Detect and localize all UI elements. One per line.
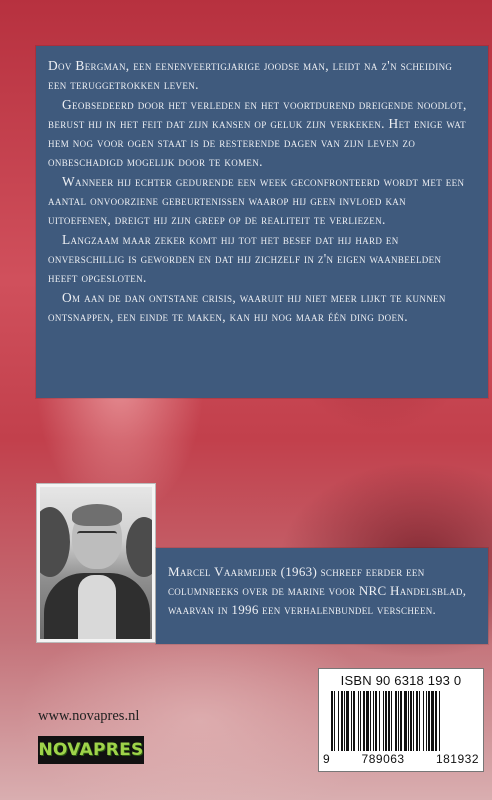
author-portrait-image [40,487,152,639]
publisher-logo-text: NOVAPRES [38,740,144,760]
isbn-label: ISBN 90 6318 193 0 [340,673,462,688]
author-bio: Marcel Vaarmeijer (1963) schreef eerder een columnreeks over de marine voor NRC Handelsblad, waarvan in 1996 een verhalenbundel verscheen. [168,564,467,617]
publisher-website: www.novapres.nl [38,708,140,724]
synopsis-paragraph-4: Langzaam maar zeker komt hij tot het besef dat hij hard en onverschillig is geworden en dat hij zichzelf in z'n eigen waanbeelden heeft opgesloten. [48,231,442,286]
synopsis-paragraph-2: Geobsedeerd door het verleden en het voortdurend dreigende noodlot, berust hij in het feit dat zijn kansen op geluk zijn verkeken. Het enige wat hem nog voor ogen staat is de resterende dagen van zijn leven zo onbeschadigd mogelijk door te komen. [48,96,467,170]
ean-first-digit: 9 [323,752,331,766]
author-bio-panel [156,548,488,644]
ean-right-digits: 181932 [435,752,479,766]
publisher-logo [38,736,144,764]
synopsis-panel [36,46,488,398]
synopsis-paragraph-1: Dov Bergman, een eenenveertigjarige joodse man, leidt na z'n scheiding een teruggetrokken leven. [48,58,453,93]
synopsis-paragraph-5: Om aan de dan ontstane crisis, waaruit hij niet meer lijkt te kunnen ontsnappen, een einde te maken, kan hij nog maar één ding doen. [48,289,446,324]
ean-left-digits: 789063 [361,752,405,766]
ean-digits [323,752,479,766]
author-photo [36,483,156,643]
barcode-bars [331,691,477,751]
isbn-barcode [318,668,484,772]
synopsis-paragraph-3: Wanneer hij echter gedurende een week geconfronteerd wordt met een aantal onvoorziene gebeurtenissen waarop hij geen invloed kan uitoefenen, dreigt hij zijn greep op de realiteit te verliezen. [48,173,465,228]
